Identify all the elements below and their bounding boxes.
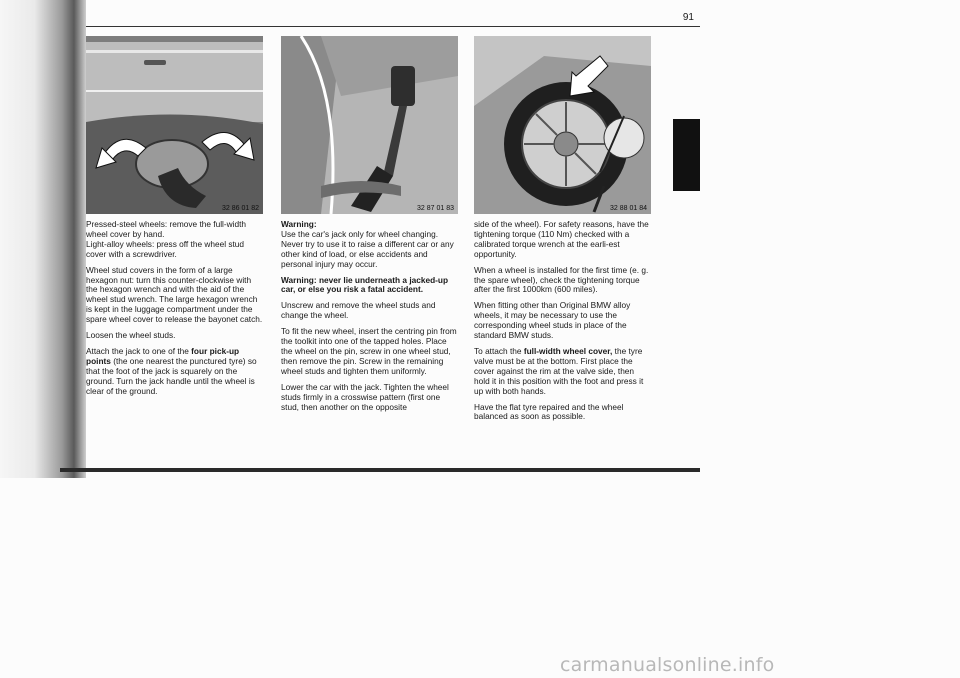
text-column-1 xyxy=(86,220,263,403)
emphasis-full-width-cover: full-width wheel cover, xyxy=(523,345,613,356)
emphasis-pickup-points: four pick-up points xyxy=(86,345,240,366)
warning-bold-text: Warning: never lie underneath a jacked-up car, or else you risk a fatal accident. xyxy=(281,274,449,295)
paragraph-first-install: When a wheel is installed for the first time (e. g. the spare wheel), check the tightening torque after the first 1000km (600 miles). xyxy=(474,264,649,295)
figure-code: 32 86 01 82 xyxy=(222,205,259,212)
paragraph-fit-new-wheel: To fit the new wheel, insert the centring pin from the toolkit into one of the tapped holes. Place the wheel on the pin, screw in one wheel stud, then remove the pin. Screw in the remaining wheel studs and tighten them uniformly. xyxy=(281,326,457,376)
paragraph-alloy-studs: When fitting other than Original BMW alloy wheels, it may be necessary to use the corresponding wheel studs in place of the standard BMW studs. xyxy=(474,300,631,341)
figure-jack-placement xyxy=(281,36,458,214)
paragraph-loosen-studs: Loosen the wheel studs. xyxy=(86,330,176,341)
wheel-illustration xyxy=(474,36,651,214)
figure-code: 32 87 01 83 xyxy=(417,205,454,212)
warning-fatal-accident xyxy=(281,276,458,296)
text-steel-wheels: Pressed-steel wheels: remove the full-width wheel cover by hand. xyxy=(86,219,247,239)
text-column-3 xyxy=(474,220,651,428)
footer-rule xyxy=(60,468,700,472)
warning-title: Warning: xyxy=(281,219,317,229)
text: Attach the jack to one of the xyxy=(86,345,192,356)
paragraph-repair-tyre: Have the flat tyre repaired and the wheel balanced as soon as possible. xyxy=(474,401,624,422)
header-rule xyxy=(86,26,700,27)
figure-code: 32 88 01 84 xyxy=(610,205,647,212)
text: (the one nearest the punctured tyre) so that the foot of the jack is squarely on the ground. Turn the jack handle until the wheel is clear of the ground. xyxy=(86,355,257,396)
warning-text: Use the car's jack only for wheel changing. Never try to use it to raise a different car or any other kind of load, or else accidents and personal injury may occur. xyxy=(281,228,454,269)
text: the tyre valve must be at the bottom. First place the cover against the rim at the valve side, then hold it in this position with the foot and press it up with both hands. xyxy=(474,345,644,396)
paragraph xyxy=(86,220,263,260)
paragraph-change-wheel: Unscrew and remove the wheel studs and change the wheel. xyxy=(281,300,436,321)
paragraph-torque-check: side of the wheel). For safety reasons, have the tightening torque (110 Nm) checked with a calibrated torque wrench at the earli-est opportunity. xyxy=(474,219,649,259)
paragraph-wheel-stud-covers: Wheel stud covers in the form of a large hexagon nut: turn this counter-clockwise with the hexagon wrench and with the aid of the wheel stud wrench. The large hexagon wrench is kept in the luggage compartment under the spare wheel cover to release the bayonet catch. xyxy=(86,264,263,325)
page-number: 91 xyxy=(682,12,694,23)
figure-wheel-bolts xyxy=(474,36,651,214)
section-thumb-tab xyxy=(673,119,700,191)
figure-wheel-cover-removal xyxy=(86,36,263,214)
binding-shadow xyxy=(0,0,86,478)
wheel-cover-illustration xyxy=(86,36,263,214)
jack-illustration xyxy=(281,36,458,214)
watermark: carmanualsonline.info xyxy=(560,654,775,676)
paragraph-lower-car: Lower the car with the jack. Tighten the wheel studs firmly in a crosswise pattern (first one stud, then another on the opposite xyxy=(281,381,449,412)
text: To attach the xyxy=(474,345,524,356)
paragraph-wheel-cover xyxy=(474,347,651,397)
warning-jack-use xyxy=(281,220,458,270)
text-alloy-wheels: Light-alloy wheels: press off the wheel stud cover with a screwdriver. xyxy=(86,238,245,259)
paragraph-attach-jack xyxy=(86,347,263,397)
text-column-2 xyxy=(281,220,458,418)
